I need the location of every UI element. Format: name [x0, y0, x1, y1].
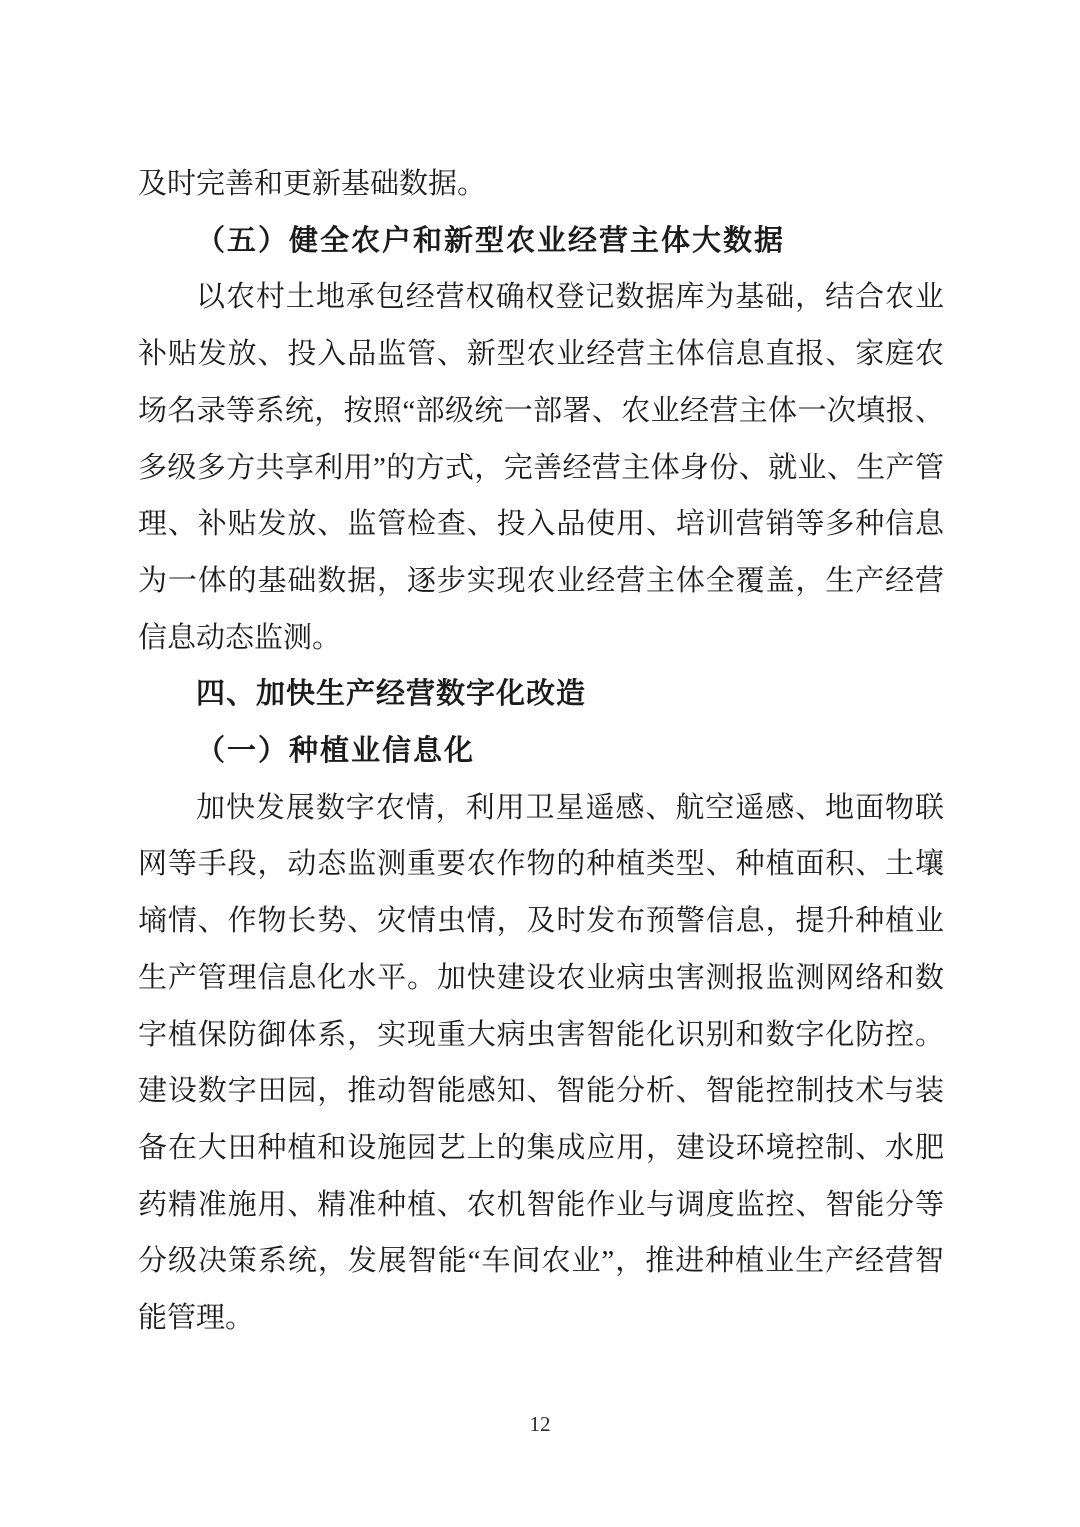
- text-line: 为一体的基础数据，逐步实现农业经营主体全覆盖，生产经营: [138, 564, 944, 597]
- text-line: 加快发展数字农情，利用卫星遥感、航空遥感、地面物联: [196, 791, 944, 824]
- text-line: 场名录等系统，按照“部级统一部署、农业经营主体一次填报、: [138, 394, 944, 427]
- text-line: 字植保防御体系，实现重大病虫害智能化识别和数字化防控。: [138, 1018, 944, 1051]
- text-line: 补贴发放、投入品监管、新型农业经营主体信息直报、家庭农: [138, 338, 944, 371]
- text-line: 能管理。: [138, 1302, 255, 1335]
- subsection-heading: （五）健全农户和新型农业经营主体大数据: [196, 224, 786, 257]
- page-number: 12: [529, 1412, 551, 1436]
- text-line: 及时完善和更新基础数据。: [138, 168, 487, 200]
- text-line: 以农村土地承包经营权确权登记数据库为基础，结合农业: [196, 281, 944, 314]
- text-line: 分级决策系统，发展智能“车间农业”，推进种植业生产经营智: [138, 1245, 944, 1278]
- text-line: 理、补贴发放、监管检查、投入品使用、培训营销等多种信息: [138, 508, 944, 541]
- subsection-heading: （一）种植业信息化: [196, 735, 476, 768]
- text-line: 墒情、作物长势、灾情虫情，及时发布预警信息，提升种植业: [138, 905, 944, 938]
- text-line: 生产管理信息化水平。加快建设农业病虫害测报监测网络和数: [138, 961, 944, 994]
- document-text-block: [138, 156, 944, 1347]
- text-line: 药精准施用、精准种植、农机智能作业与调度监控、智能分等: [138, 1188, 944, 1221]
- section-heading: 四、加快生产经营数字化改造: [196, 678, 587, 711]
- text-line: 网等手段，动态监测重要农作物的种植类型、种植面积、土壤: [138, 848, 944, 881]
- text-line: 多级多方共享利用”的方式，完善经营主体身份、就业、生产管: [138, 451, 944, 484]
- text-line: 建设数字田园，推动智能感知、智能分析、智能控制技术与装: [138, 1075, 944, 1108]
- text-line: 信息动态监测。: [138, 621, 342, 654]
- text-line: 备在大田种植和设施园艺上的集成应用，建设环境控制、水肥: [138, 1131, 944, 1164]
